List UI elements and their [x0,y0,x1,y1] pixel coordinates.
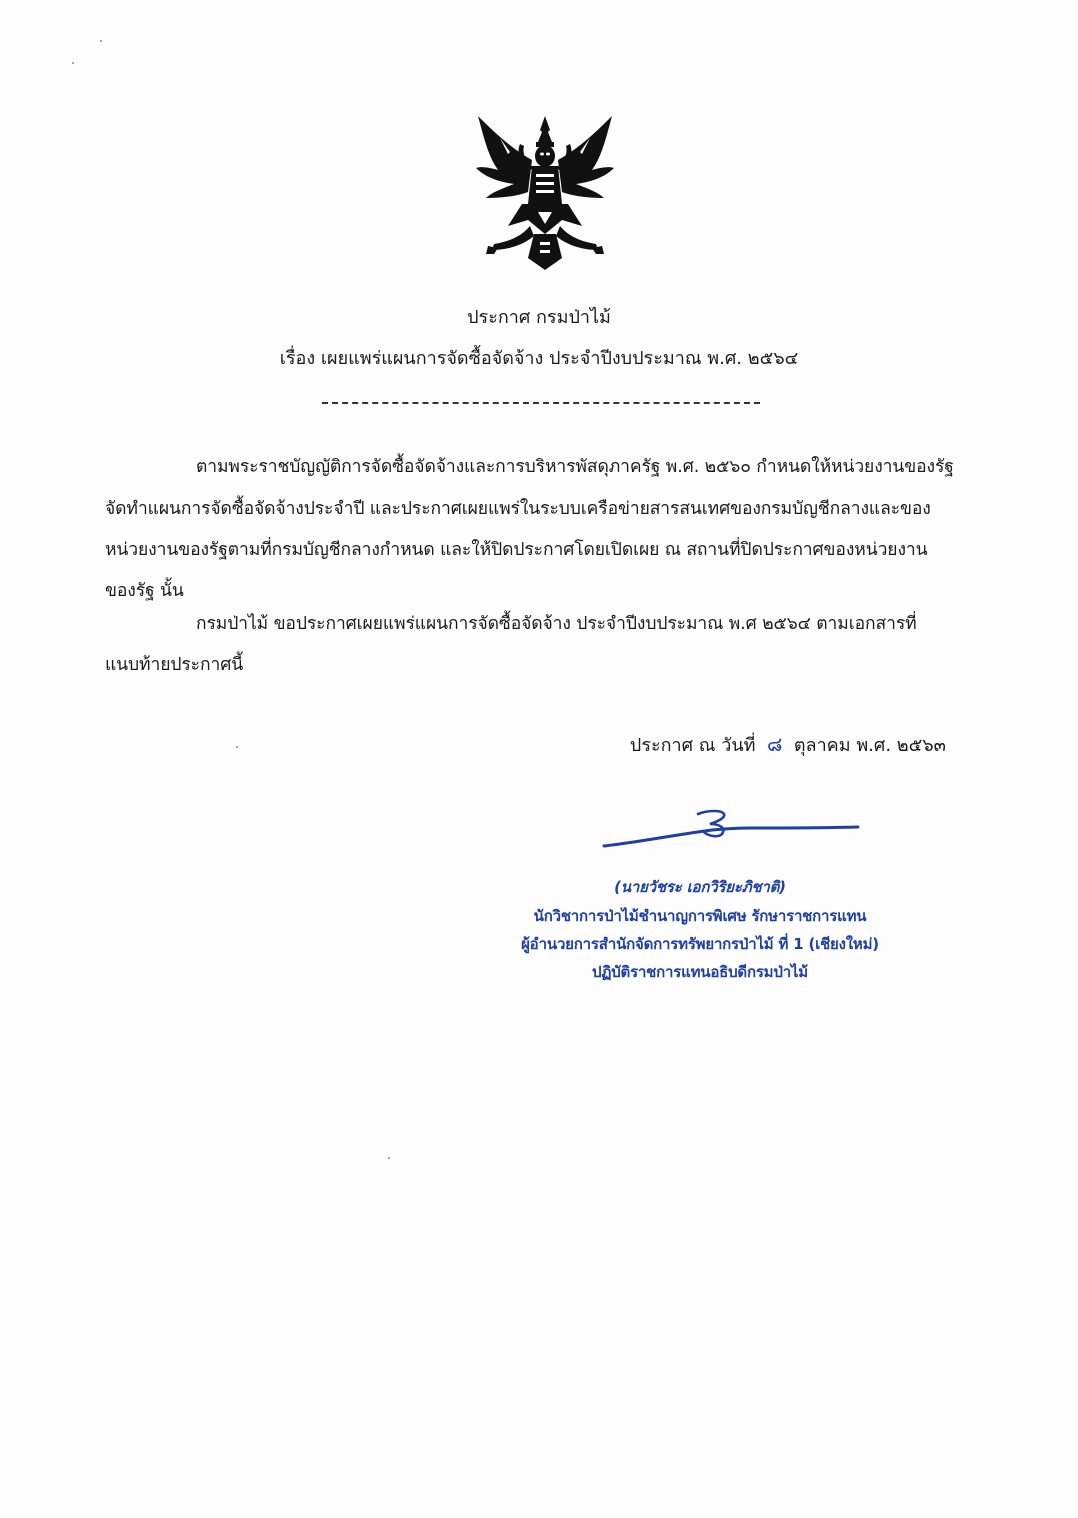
garuda-emblem-icon [470,108,620,278]
date-month-year: ตุลาคม พ.ศ. ๒๕๖๓ [793,735,946,756]
signatory-position: ผู้อำนวยการสำนักจัดการทรัพยากรป่าไม้ ที่ 1 (เชียงใหม่) [521,935,879,953]
signatory-position: นักวิชาการป่าไม้ชำนาญการพิเศษ รักษาราชการแทน [533,907,867,925]
divider [322,402,760,404]
handwritten-signature [600,800,865,860]
announcement-date [0,728,946,760]
body-line: ตามพระราชบัญญัติการจัดซื้อจัดจ้างและการบริหารพัสดุภาครัฐ พ.ศ. ๒๕๖๐ กำหนดให้หน่วยงานของรัฐ [196,457,954,477]
scan-speck [72,62,74,64]
body-line: กรมป่าไม้ ขอประกาศเผยแพร่แผนการจัดซื้อจัดจ้าง ประจำปีงบประมาณ พ.ศ ๒๕๖๔ ตามเอกสารที่ [196,614,917,634]
signatory-name: (นายวัชระ เอกวิริยะภิชาติ) [614,878,786,896]
announcement-title: ประกาศ กรมป่าไม้ [467,307,611,328]
body-line: หน่วยงานของรัฐตามที่กรมบัญชีกลางกำหนด และให้ปิดประกาศโดยเปิดเผย ณ สถานที่ปิดประกาศของหน่วยงาน [105,540,928,560]
date-day: ๘ [766,732,783,756]
scan-speck [388,1157,390,1159]
body-line: แนบท้ายประกาศนี้ [105,655,244,675]
signatory-position: ปฏิบัติราชการแทนอธิบดีกรมป่าไม้ [592,963,808,981]
announcement-subject: เรื่อง เผยแพร่แผนการจัดซื้อจัดจ้าง ประจำปีงบประมาณ พ.ศ. ๒๕๖๔ [279,348,799,369]
body-line: จัดทำแผนการจัดซื้อจัดจ้างประจำปี และประกาศเผยแพร่ในระบบเครือข่ายสารสนเทศของกรมบัญชีกลางและของ [105,499,931,519]
scan-speck [100,40,102,42]
body-line: ของรัฐ นั้น [105,581,184,601]
date-prefix: ประกาศ ณ วันที่ [629,735,756,756]
